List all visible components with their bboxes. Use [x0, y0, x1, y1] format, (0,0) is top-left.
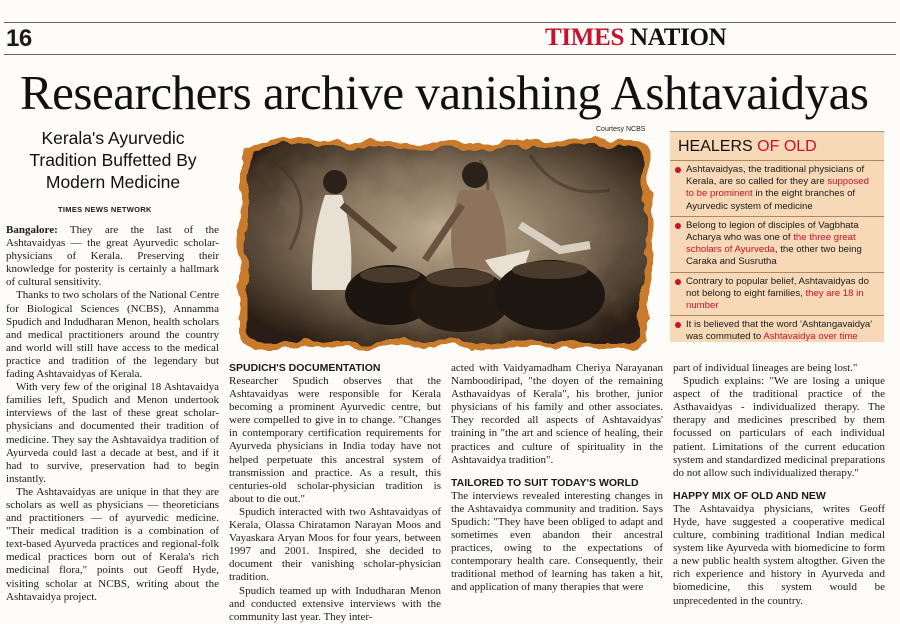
top-rule [4, 22, 896, 23]
paragraph: The Ashtavaidya physicians, writes Geoff Hyde, have suggested a cooperative medical culture, combining traditional Indian medical system like Ayurveda with biomedicine to form a new public health system altogther. Given the rich experience and history in Ayurveda and biomedicine, this system would be unprecedented in the country. [673, 502, 885, 607]
paragraph: With very few of the original 18 Ashtavaidya families left, Spudich and Menon undertook interviews of the last of these great scholar-physicians and documented their tradition of medicine. They say the Ashtavaidya tradition of Ayurveda could last a decade at best, and if it had to survive, preservation had to begin instantly. [6, 381, 219, 485]
paragraph: Bangalore: They are the last of the Ashtavaidyas — the great Ayurvedic scholar-physicians of Kerala. Preserving their knowledge for posterity is certainly a hallmark of cultural sensitivity. [6, 224, 219, 289]
subhead: TAILORED TO SUIT TODAY'S WORLD [451, 476, 639, 489]
paragraph: acted with Vaidyamadham Cheriya Narayanan Namboodiripad, "the doyen of the remaining Asthavaidyas of Kerala", his brother, junior physicians of his family and other associates. They recorded all aspects of Ashtavaidyas' training in "the art and science of healing, their practices and culture of spirituality in the Ashtavaidya tradition". [451, 362, 663, 466]
paragraph: Spudich explains: "We are losing a unique aspect of the traditional practice of the Asthavaidyas - individualized therapy. The therapy and medicines prescribed by them focussed on particulars of each individual patient. Limitations of the current education system and standardized medicinal preparations do not allow such individualized therapy." [673, 375, 885, 479]
paragraph: Spudich teamed up with Indudharan Menon and conducted extensive interviews with the community last year. They inter- [229, 584, 441, 623]
photo-credit: Courtesy NCBS [596, 126, 646, 133]
article-column-4 [673, 362, 885, 608]
bullet-icon [675, 167, 681, 173]
paragraph: Researcher Spudich observes that the Ashtavaidyas were responsible for Kerala becoming a prominent Ayurvedic centre, but were compelled to give in to change. "Changes in contemporary certification requirements for Ayurveda physicians in India today have not helped perpetuate this ancestral system of transmission and practice. As a result, this centuries-old scholar-physician tradition is about to die out." [229, 375, 441, 505]
bullet-icon [675, 223, 681, 229]
subhead: SPUDICH'S DOCUMENTATION [229, 362, 381, 374]
page-number: 16 [6, 25, 32, 52]
sidebar-item: Belong to legion of disciples of Vagbhata Acharya who was one of the three great scholars of Ayurveda, the other two being Caraka and Susrutha [670, 216, 884, 272]
section-name [545, 24, 726, 52]
section-name-black: NATION [630, 24, 727, 51]
sidebar-title-dark: HEALERS [678, 138, 753, 155]
archival-photo [230, 130, 660, 358]
article-column-2 [229, 362, 441, 624]
paragraph: Thanks to two scholars of the National Centre for Biological Sciences (NCBS), Annamma Spudich and Indudharan Menon, health scholars and medical practitioners around the country and world will still have access to the medical practice and tradition of the legendary but fading Ashtavaidyas of Kerala. [6, 289, 219, 381]
kicker: Kerala's Ayurvedic Tradition Buffetted By Modern Medicine [29, 128, 197, 192]
sidebar-item: Ashtavaidyas, the traditional physicians of Kerala, are so called for they are supposed to be prominent in the eight branches of Ayurvedic system of medicine [670, 160, 884, 216]
article-column-1 [6, 224, 219, 604]
dateline: Bangalore: [6, 224, 58, 236]
sidebar-title [678, 138, 817, 156]
paragraph: part of individual lineages are being lost." [673, 362, 858, 374]
subhead: HAPPY MIX OF OLD AND NEW [673, 489, 826, 502]
sidebar-item: It is believed that the word 'Ashtangavaidya' was commuted to Ashtavaidya over time [670, 315, 884, 346]
sidebar-box [670, 131, 884, 342]
bullet-icon [675, 322, 681, 328]
sidebar-title-red: OF OLD [752, 138, 817, 155]
header-rule [4, 54, 896, 55]
paragraph: Spudich interacted with two Ashtavaidyas of Kerala, Olassa Chiratamon Narayan Moos and Vayaskara Aryan Moos for four years, between 1997 and 2001. Inspired, she decided to document their vanishing scholar-physician tradition. [229, 505, 441, 584]
sidebar-item: Contrary to popular belief, Ashtavaidyas do not belong to eight families, they are 18 in number [670, 272, 884, 316]
paragraph: The Ashtavaidyas are unique in that they are scholars as well as physicians — theoreticians and practitioners — of ayurvedic medicine. "Their medical tradition is a combination of text-based Ayurveda practices and regional-folk medical practices born out of Kerala's rich medicinal flora," points out Geoff Hyde, visiting scholar at NCBS, writing about the Ashtavaidya project. [6, 485, 219, 603]
headline: Researchers archive vanishing Ashtavaidyas [20, 65, 869, 120]
section-name-red: TIMES [545, 24, 625, 51]
paragraph: The interviews revealed interesting changes in the Ashtavaidya community and tradition. Says Spudich: "They have been obliged to adapt and sometimes even abandon their ancestral practices, owing to the expectations of contemporary health care. Consequently, their traditional method of learning has taken a hit, and application of many therapies that were [451, 489, 663, 594]
sidebar-list [670, 160, 884, 347]
bullet-icon [675, 279, 681, 285]
article-column-3 [451, 362, 663, 595]
byline: TIMES NEWS NETWORK [58, 205, 152, 214]
